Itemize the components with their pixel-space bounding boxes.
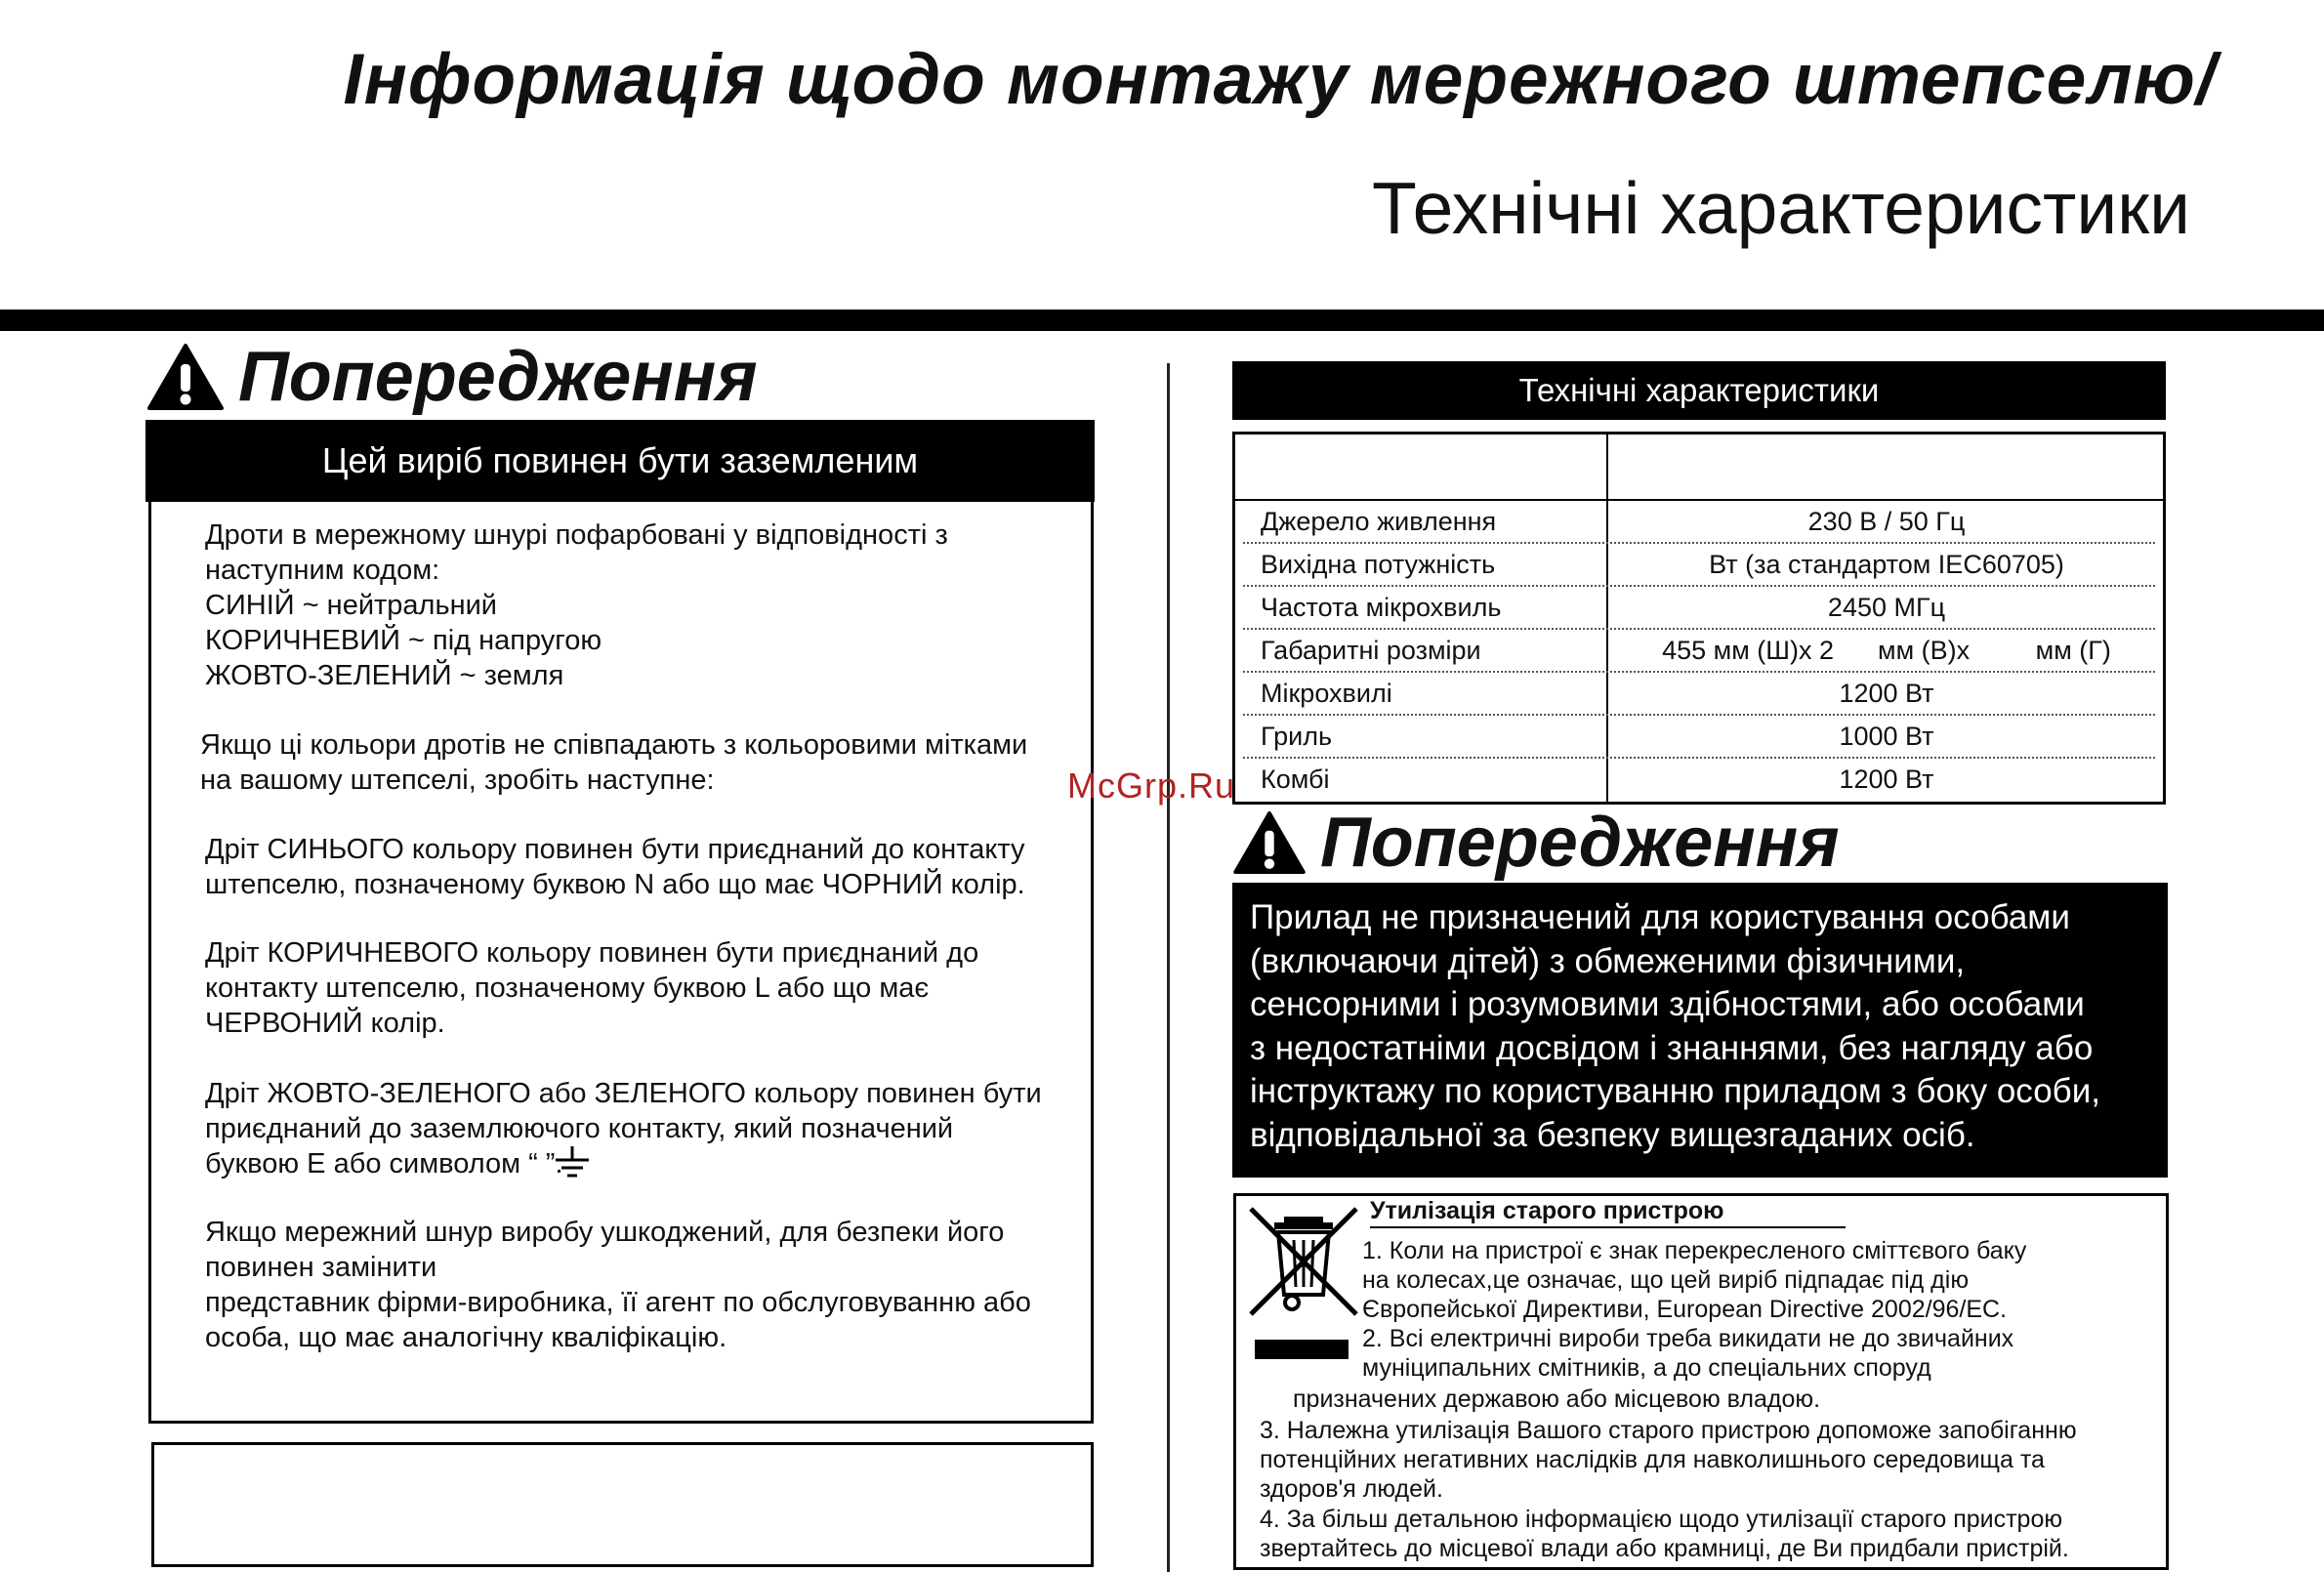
disposal-item-2: 2. Всі електричні вироби треба викидати не до звичайних муніципальних смітників, а до спеціальних споруд bbox=[1362, 1325, 2014, 1382]
left-warning-title: Попередження bbox=[238, 338, 758, 416]
grounding-bar: Цей виріб повинен бути заземленим bbox=[145, 420, 1095, 502]
table-row bbox=[1235, 716, 2163, 759]
spec-label: Вихідна потужність bbox=[1261, 550, 1496, 579]
color-mismatch-text: Якщо ці кольори дротів не співпадають з кольоровими мітками на вашому штепселі, зробіть наступне: bbox=[200, 729, 1028, 796]
spec-value: 455 мм (Ш)x 2 мм (В)x мм (Г) bbox=[1662, 636, 2111, 665]
spec-value: Вт (за стандартом IEC60705) bbox=[1709, 550, 2064, 579]
blue-wire-text: Дріт СИНЬОГО кольору повинен бути приєднаний до контакту штепселю, позначеному буквою N або що має ЧОРНИЙ колір. bbox=[205, 834, 1025, 900]
right-warning-title: Попередження bbox=[1320, 804, 1840, 882]
spec-label: Джерело живлення bbox=[1261, 507, 1497, 536]
warning-icon bbox=[146, 343, 225, 411]
green-wire-text: Дріт ЖОВТО-ЗЕЛЕНОГО або ЗЕЛЕНОГО кольору повинен бути приєднаний до заземлюючого контакту, який позначений буквою E або символом “ ”. bbox=[205, 1078, 1042, 1179]
table-row bbox=[1235, 501, 2163, 544]
disposal-item-3: 3. Належна утилізація Вашого старого пристрою допоможе запобіганню потенційних негативних наслідків для навколишнього середовища та здоров'я людей. bbox=[1260, 1417, 2077, 1503]
disposal-item-1: 1. Коли на пристрої є знак перекресленого сміттєвого баку на колесах,це означає, що цей виріб підпадає під дію Європейської Директиви, European Directive 2002/96/EC. bbox=[1362, 1237, 2027, 1323]
table-row bbox=[1235, 759, 2163, 802]
watermark-text: McGrp.Ru bbox=[1067, 765, 1236, 806]
spec-label: Частота мікрохвиль bbox=[1261, 593, 1502, 622]
spec-value: 2450 МГц bbox=[1827, 593, 1946, 622]
left-warning-heading bbox=[146, 337, 758, 417]
disposal-title-underline bbox=[1370, 1226, 1846, 1228]
table-row bbox=[1235, 587, 2163, 630]
empty-bottom-box bbox=[151, 1442, 1094, 1567]
specs-bar: Технічні характеристики bbox=[1232, 361, 2166, 420]
right-warning-heading bbox=[1232, 803, 1840, 883]
column-divider bbox=[1167, 363, 1170, 1572]
usage-restriction-box: Прилад не призначений для користування особами (включаючи дітей) з обмеженими фізичними, сенсорними і розумовими здібностями, або особами з недостатніми досвідом і знаннями, без нагляду або інструктажу по користуванню приладом з боку особи, відповідальної за безпеку вищезгаданих осіб. bbox=[1232, 883, 2168, 1178]
table-row bbox=[1235, 673, 2163, 716]
table-row bbox=[1235, 630, 2163, 673]
spec-value: 1200 Вт bbox=[1839, 679, 1934, 708]
wire-color-code-text: Дроти в мережному шнурі пофарбовані у відповідності з наступним кодом: СИНІЙ ~ нейтральний КОРИЧНЕВИЙ ~ під напругою ЖОВТО-ЗЕЛЕНИЙ ~ земля bbox=[205, 519, 948, 691]
crossed-bin-icon bbox=[1245, 1203, 1362, 1320]
table-row bbox=[1235, 544, 2163, 587]
spec-label: Мікрохвилі bbox=[1261, 679, 1392, 708]
damaged-cord-text: Якщо мережний шнур виробу ушкоджений, для безпеки його повинен замінити представник фірми-виробника, її агент по обслуговуванню або особа, що має аналогічну кваліфікацію. bbox=[205, 1217, 1031, 1353]
page-subtitle: Технічні характеристики bbox=[1372, 167, 2190, 249]
spec-value: 1200 Вт bbox=[1839, 765, 1934, 794]
disposal-title: Утилізація старого пристрою bbox=[1370, 1197, 1724, 1224]
disposal-black-bar bbox=[1255, 1340, 1349, 1359]
disposal-item-2-cont: призначених державою або місцевою владою. bbox=[1293, 1386, 1821, 1413]
specs-table bbox=[1232, 432, 2166, 805]
spec-label: Габаритні розміри bbox=[1261, 636, 1481, 665]
warning-icon bbox=[1232, 810, 1307, 875]
spec-label: Гриль bbox=[1261, 722, 1333, 751]
page-title: Інформація щодо монтажу мережного штепселю/ bbox=[343, 40, 2217, 119]
spec-value: 1000 Вт bbox=[1839, 722, 1934, 751]
disposal-item-4: 4. За більш детальною інформацією щодо утилізації старого пристрою звертайтесь до місцевої влади або крамниці, де Ви придбали пристрій. bbox=[1260, 1506, 2069, 1562]
spec-label: Комбі bbox=[1261, 765, 1330, 794]
ground-symbol-icon bbox=[552, 1144, 593, 1179]
brown-wire-text: Дріт КОРИЧНЕВОГО кольору повинен бути приєднаний до контакту штепселю, позначеному буквою L або що має ЧЕРВОНИЙ колір. bbox=[205, 937, 979, 1039]
spec-value: 230 В / 50 Гц bbox=[1807, 507, 1966, 536]
header-rule bbox=[0, 310, 2324, 331]
